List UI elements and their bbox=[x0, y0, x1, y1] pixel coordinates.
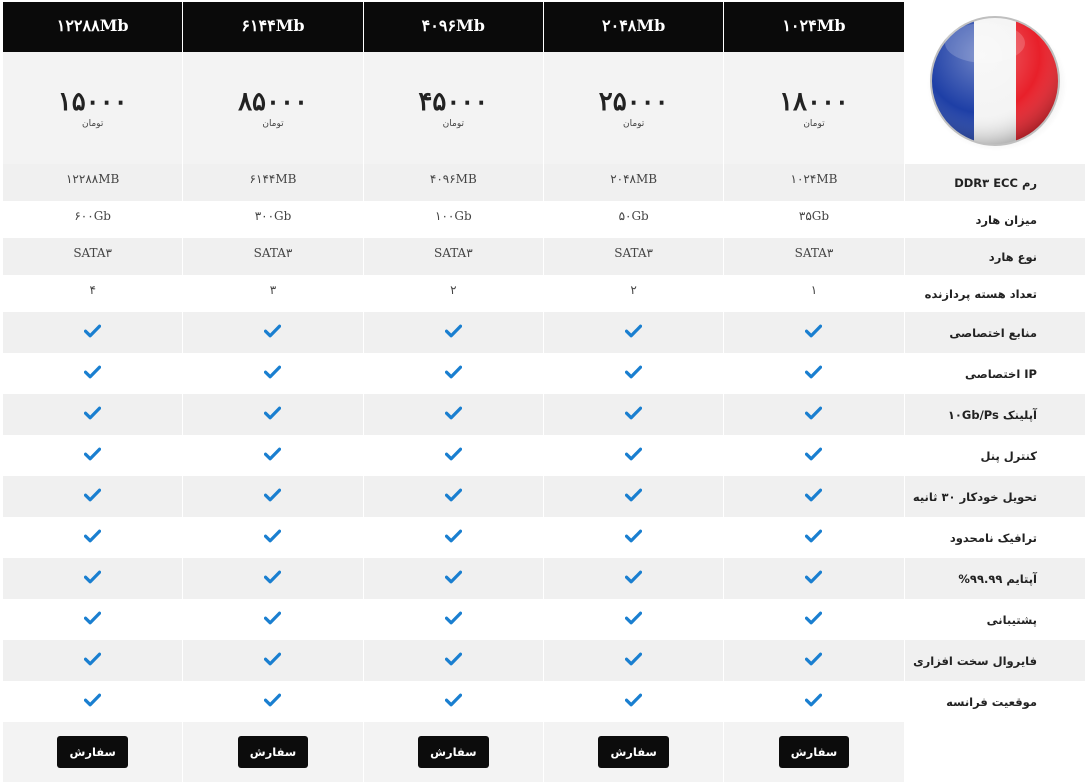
feature-value bbox=[183, 394, 362, 435]
checkmark-icon bbox=[264, 529, 281, 543]
spec-value: SATA۳ bbox=[364, 238, 543, 275]
feature-value bbox=[3, 640, 182, 681]
plan-name-6144: ۶۱۴۴Mb bbox=[183, 2, 362, 52]
price-cell bbox=[364, 52, 543, 164]
feature-value bbox=[183, 599, 362, 640]
checkmark-icon bbox=[264, 693, 281, 707]
checkmark-icon bbox=[264, 611, 281, 625]
feature-value bbox=[724, 599, 903, 640]
spec-value: SATA۳ bbox=[183, 238, 362, 275]
checkmark-icon bbox=[264, 488, 281, 502]
order-cell bbox=[3, 722, 182, 782]
spec-value: ۱۲۲۸۸MB bbox=[3, 164, 182, 201]
spec-value: SATA۳ bbox=[724, 238, 903, 275]
feature-value bbox=[364, 558, 543, 599]
feature-value bbox=[3, 681, 182, 722]
order-button[interactable]: سفارش bbox=[238, 736, 308, 768]
spec-row bbox=[3, 201, 1085, 238]
feature-value bbox=[544, 681, 723, 722]
feature-value bbox=[3, 558, 182, 599]
feature-value bbox=[183, 353, 362, 394]
checkmark-icon bbox=[445, 652, 462, 666]
price-currency: تومان bbox=[803, 119, 825, 130]
feature-value bbox=[364, 599, 543, 640]
spec-value: ۴۰۹۶MB bbox=[364, 164, 543, 201]
checkmark-icon bbox=[445, 406, 462, 420]
checkmark-icon bbox=[805, 447, 822, 461]
checkmark-icon bbox=[445, 447, 462, 461]
spec-value: ۳۰۰Gb bbox=[183, 201, 362, 238]
feature-value bbox=[364, 640, 543, 681]
feature-value bbox=[544, 476, 723, 517]
feature-row bbox=[3, 353, 1085, 394]
spec-label: نوع هارد bbox=[905, 238, 1085, 275]
spec-row bbox=[3, 164, 1085, 201]
feature-value bbox=[364, 517, 543, 558]
feature-value bbox=[3, 394, 182, 435]
checkmark-icon bbox=[445, 529, 462, 543]
order-cell bbox=[364, 722, 543, 782]
feature-value bbox=[183, 312, 362, 353]
feature-value bbox=[544, 640, 723, 681]
checkmark-icon bbox=[625, 611, 642, 625]
order-button[interactable]: سفارش bbox=[598, 736, 668, 768]
price-amount: ۱۸۰۰۰ bbox=[779, 87, 849, 118]
price-currency: تومان bbox=[622, 119, 645, 130]
checkmark-icon bbox=[264, 447, 281, 461]
checkmark-icon bbox=[264, 570, 281, 584]
checkmark-icon bbox=[625, 406, 642, 420]
checkmark-icon bbox=[264, 365, 281, 379]
plan-name-2048: ۲۰۴۸Mb bbox=[544, 2, 723, 52]
spec-value: SATA۳ bbox=[544, 238, 723, 275]
feature-value bbox=[3, 353, 182, 394]
feature-label: آپلینک ۱۰Gb/Ps bbox=[905, 394, 1085, 435]
plan-name-12288: ۱۲۲۸۸Mb bbox=[3, 2, 182, 52]
spec-value: ۲ bbox=[544, 275, 723, 312]
feature-value bbox=[183, 517, 362, 558]
order-cell bbox=[544, 722, 723, 782]
checkmark-icon bbox=[805, 529, 822, 543]
spec-value: ۶۱۴۴MB bbox=[183, 164, 362, 201]
feature-value bbox=[183, 640, 362, 681]
feature-label: آپتایم ۹۹.۹۹% bbox=[905, 558, 1085, 599]
price-currency: تومان bbox=[82, 119, 104, 130]
checkmark-icon bbox=[84, 488, 101, 502]
spec-value: ۱۰۰Gb bbox=[364, 201, 543, 238]
checkmark-icon bbox=[84, 406, 101, 420]
order-row bbox=[3, 722, 1085, 782]
feature-value bbox=[544, 517, 723, 558]
feature-label: منابع اختصاصی bbox=[905, 312, 1085, 353]
spec-label: میزان هارد bbox=[905, 201, 1085, 238]
checkmark-icon bbox=[625, 447, 642, 461]
feature-value bbox=[724, 394, 903, 435]
spec-value: ۶۰۰Gb bbox=[3, 201, 182, 238]
feature-value bbox=[544, 599, 723, 640]
feature-row bbox=[3, 599, 1085, 640]
feature-value bbox=[544, 312, 723, 353]
checkmark-icon bbox=[84, 529, 101, 543]
spec-value: SATA۳ bbox=[3, 238, 182, 275]
checkmark-icon bbox=[445, 324, 462, 338]
feature-value bbox=[724, 353, 903, 394]
feature-value bbox=[364, 681, 543, 722]
feature-label: کنترل پنل bbox=[905, 435, 1085, 476]
checkmark-icon bbox=[264, 406, 281, 420]
checkmark-icon bbox=[805, 365, 822, 379]
checkmark-icon bbox=[84, 652, 101, 666]
feature-value bbox=[364, 394, 543, 435]
feature-value bbox=[724, 640, 903, 681]
feature-value bbox=[544, 558, 723, 599]
checkmark-icon bbox=[445, 365, 462, 379]
checkmark-icon bbox=[445, 488, 462, 502]
checkmark-icon bbox=[84, 324, 101, 338]
checkmark-icon bbox=[625, 570, 642, 584]
feature-value bbox=[544, 435, 723, 476]
order-button[interactable]: سفارش bbox=[779, 736, 849, 768]
price-amount: ۲۵۰۰۰ bbox=[598, 87, 669, 118]
feature-value bbox=[364, 312, 543, 353]
pricing-table bbox=[2, 2, 1086, 782]
price-cell bbox=[183, 52, 362, 164]
feature-value bbox=[183, 476, 362, 517]
flag-cell bbox=[905, 2, 1085, 164]
checkmark-icon bbox=[264, 324, 281, 338]
feature-value bbox=[183, 435, 362, 476]
feature-row bbox=[3, 312, 1085, 353]
checkmark-icon bbox=[445, 693, 462, 707]
order-button[interactable]: سفارش bbox=[418, 736, 488, 768]
feature-row bbox=[3, 640, 1085, 681]
plan-name-1024: ۱۰۲۴Mb bbox=[724, 2, 903, 52]
feature-row bbox=[3, 435, 1085, 476]
checkmark-icon bbox=[264, 652, 281, 666]
checkmark-icon bbox=[625, 488, 642, 502]
feature-value bbox=[183, 558, 362, 599]
france-flag-icon bbox=[905, 13, 1085, 153]
checkmark-icon bbox=[805, 693, 822, 707]
spec-value: ۲۰۴۸MB bbox=[544, 164, 723, 201]
feature-value bbox=[724, 476, 903, 517]
price-currency: تومان bbox=[442, 119, 464, 130]
feature-row bbox=[3, 394, 1085, 435]
spec-label: تعداد هسته پردازنده bbox=[905, 275, 1085, 312]
checkmark-icon bbox=[625, 693, 642, 707]
price-cell bbox=[3, 52, 182, 164]
checkmark-icon bbox=[445, 611, 462, 625]
price-amount: ۸۵۰۰۰ bbox=[238, 87, 308, 118]
feature-label: موقعیت فرانسه bbox=[905, 681, 1085, 722]
feature-value bbox=[3, 476, 182, 517]
feature-value bbox=[3, 435, 182, 476]
checkmark-icon bbox=[805, 488, 822, 502]
checkmark-icon bbox=[84, 611, 101, 625]
checkmark-icon bbox=[445, 570, 462, 584]
order-cell bbox=[724, 722, 903, 782]
price-cell bbox=[544, 52, 723, 164]
feature-value bbox=[724, 517, 903, 558]
spec-value: ۵۰Gb bbox=[544, 201, 723, 238]
spec-value: ۲ bbox=[364, 275, 543, 312]
checkmark-icon bbox=[84, 570, 101, 584]
checkmark-icon bbox=[84, 447, 101, 461]
feature-row bbox=[3, 476, 1085, 517]
checkmark-icon bbox=[805, 570, 822, 584]
feature-value bbox=[3, 517, 182, 558]
order-cell bbox=[183, 722, 362, 782]
feature-value bbox=[724, 435, 903, 476]
price-cell bbox=[724, 52, 903, 164]
price-amount: ۱۵۰۰۰ bbox=[57, 87, 128, 118]
feature-label: پشتیبانی bbox=[905, 599, 1085, 640]
spec-value: ۱۰۲۴MB bbox=[724, 164, 903, 201]
checkmark-icon bbox=[805, 652, 822, 666]
order-empty-cell bbox=[905, 722, 1085, 782]
feature-value bbox=[724, 312, 903, 353]
plan-name-4096: ۴۰۹۶Mb bbox=[364, 2, 543, 52]
feature-row bbox=[3, 558, 1085, 599]
price-amount: ۴۵۰۰۰ bbox=[418, 87, 489, 118]
feature-value bbox=[364, 435, 543, 476]
checkmark-icon bbox=[625, 324, 642, 338]
price-currency: تومان bbox=[262, 119, 284, 130]
checkmark-icon bbox=[84, 693, 101, 707]
feature-row bbox=[3, 681, 1085, 722]
feature-value bbox=[724, 558, 903, 599]
checkmark-icon bbox=[805, 611, 822, 625]
feature-value bbox=[724, 681, 903, 722]
spec-row bbox=[3, 275, 1085, 312]
checkmark-icon bbox=[625, 529, 642, 543]
feature-label: IP اختصاصی bbox=[905, 353, 1085, 394]
feature-value bbox=[3, 312, 182, 353]
checkmark-icon bbox=[84, 365, 101, 379]
order-button[interactable]: سفارش bbox=[57, 736, 127, 768]
spec-row bbox=[3, 238, 1085, 275]
checkmark-icon bbox=[805, 324, 822, 338]
spec-value: ۴ bbox=[3, 275, 182, 312]
checkmark-icon bbox=[625, 365, 642, 379]
feature-value bbox=[3, 599, 182, 640]
spec-label: رم DDR۳ ECC bbox=[905, 164, 1085, 201]
feature-value bbox=[183, 681, 362, 722]
feature-value bbox=[544, 394, 723, 435]
plan-header-row bbox=[3, 2, 1085, 52]
feature-value bbox=[364, 353, 543, 394]
checkmark-icon bbox=[625, 652, 642, 666]
checkmark-icon bbox=[805, 406, 822, 420]
feature-value bbox=[544, 353, 723, 394]
feature-label: تحویل خودکار ۳۰ ثانیه bbox=[905, 476, 1085, 517]
feature-label: فایروال سخت افزاری bbox=[905, 640, 1085, 681]
spec-value: ۳۵Gb bbox=[724, 201, 903, 238]
feature-row bbox=[3, 517, 1085, 558]
feature-label: ترافیک نامحدود bbox=[905, 517, 1085, 558]
spec-value: ۳ bbox=[183, 275, 362, 312]
feature-value bbox=[364, 476, 543, 517]
spec-value: ۱ bbox=[724, 275, 903, 312]
